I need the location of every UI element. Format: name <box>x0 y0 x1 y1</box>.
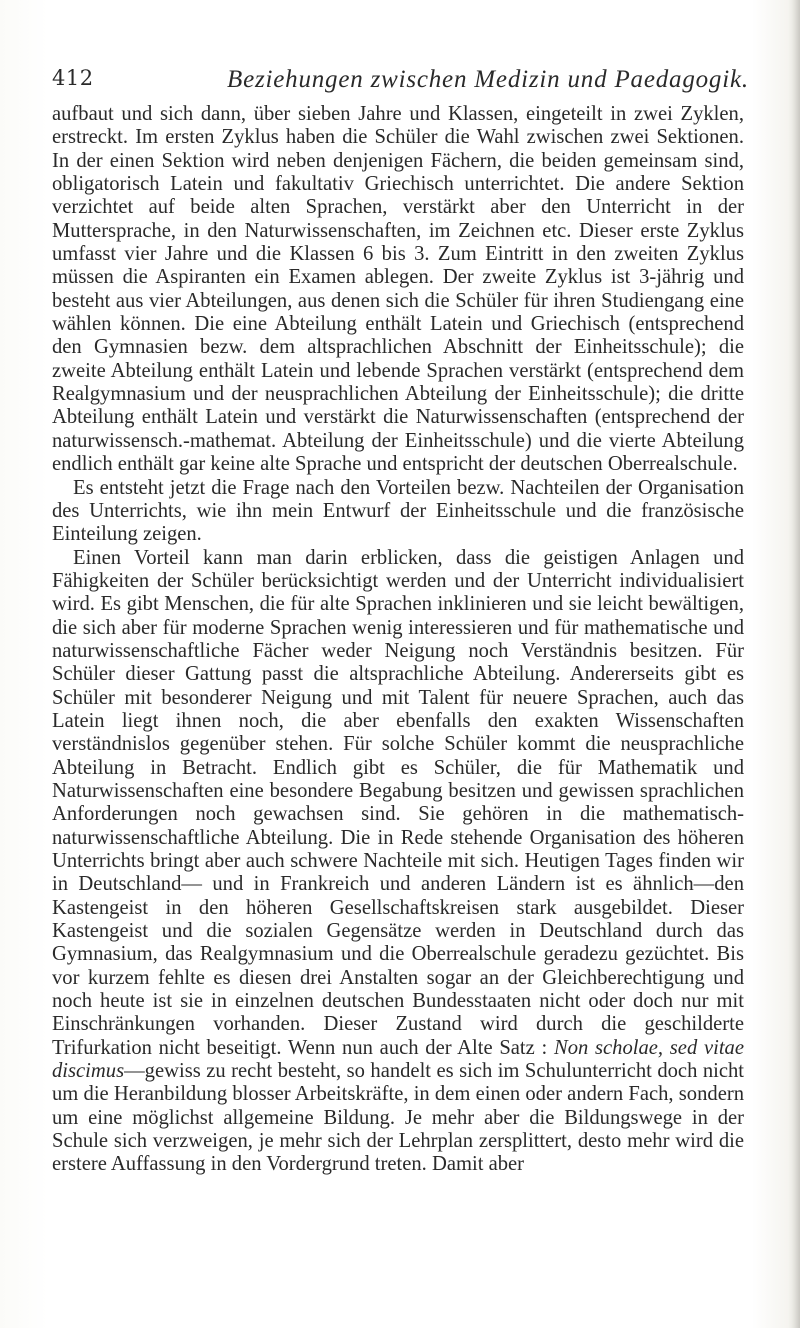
latin-quote: Non scholae, sed vitae discimus <box>52 1036 744 1083</box>
paragraph-3 <box>52 547 744 1177</box>
paragraph-3-text-after: —gewiss zu recht besteht, so handelt es sich im Schulunterricht doch nicht um die Heranbildung blosser Arbeitskräfte, in dem einen oder andern Fach, sondern um eine möglichst allgemeine Bildung. Je mehr aber die Bildungswege in der Schule sich verzweigen, je mehr sich der Lehrplan zersplittert, desto mehr wird die erstere Auffassung in den Vordergrund treten. Damit aber <box>52 1060 744 1176</box>
page-number: 412 <box>52 66 94 90</box>
paragraph-2: Es entsteht jetzt die Frage nach den Vorteilen bezw. Nachteilen der Organisation des Unterrichts, wie ihn mein Entwurf der Einheitsschule und die französische Einteilung zeigen. <box>52 476 744 546</box>
body-text <box>52 103 744 1177</box>
running-title: Beziehungen zwischen Medizin und Paedagogik. <box>227 66 749 93</box>
running-head <box>52 66 749 96</box>
page-edge-shadow <box>788 0 800 1328</box>
paragraph-1: aufbaut und sich dann, über sieben Jahre und Klassen, eingeteilt in zwei Zyklen, erstreckt. Im ersten Zyklus haben die Schüler die Wahl zwischen zwei Sektionen. In der einen Sektion wird neben denjenigen Fächern, die beiden gemeinsam sind, obligatorisch Latein und fakultativ Griechisch unterrichtet. Die andere Sektion verzichtet auf beide alten Sprachen, verstärkt aber den Unterricht in der Muttersprache, in den Naturwissenschaften, im Zeichnen etc. Dieser erste Zyklus umfasst vier Jahre und die Klassen 6 bis 3. Zum Eintritt in den zweiten Zyklus müssen die Aspiranten ein Examen ablegen. Der zweite Zyklus ist 3-jährig und besteht aus vier Abteilungen, aus denen sich die Schüler für ihren Studiengang eine wählen können. Die eine Abteilung enthält Latein und Griechisch (entsprechend den Gymnasien bezw. dem altsprachlichen Abschnitt der Einheitsschule); die zweite Abteilung enthält Latein und lebende Sprachen verstärkt (entsprechend dem Realgymnasium und der neusprachlichen Abteilung der Einheitsschule); die dritte Abteilung enthält Latein und verstärkt die Naturwissenschaften (entsprechend der naturwissensch.-mathemat. Abteilung der Einheitsschule) und die vierte Abteilung endlich enthält gar keine alte Sprache und entspricht der deutschen Oberrealschule. <box>52 103 744 476</box>
paragraph-3-text-before: Einen Vorteil kann man darin erblicken, dass die geistigen Anlagen und Fähigkeiten der Schüler berücksichtigt werden und der Unterricht individualisiert wird. Es gibt Menschen, die für alte Sprachen inklinieren und sie leicht bewältigen, die sich aber für moderne Sprachen wenig interessieren und für mathematische und naturwissenschaftliche Fächer weder Neigung noch Verständnis besitzen. Für Schüler dieser Gattung passt die altsprachliche Abteilung. Andererseits gibt es Schüler mit besonderer Neigung und mit Talent für neuere Sprachen, auch das Latein liegt ihnen noch, die aber ebenfalls den exakten Wissenschaften verständnislos gegenüber stehen. Für solche Schüler kommt die neusprachliche Abteilung in Betracht. Endlich gibt es Schüler, die für Mathematik und Naturwissenschaften eine besondere Begabung besitzen und gewissen sprachlichen Anforderungen noch gewachsen sind. Sie gehören in die mathematisch-naturwissenschaftliche Abteilung. Die in Rede stehende Organisation des höheren Unterrichts bringt aber auch schwere Nachteile mit sich. Heutigen Tages finden wir in Deutschland— und in Frankreich und anderen Ländern ist es ähnlich—den Kastengeist in den höheren Gesellschaftskreisen stark ausgebildet. Dieser Kastengeist und die sozialen Gegensätze werden in Deutschland durch das Gymnasium, das Realgymnasium und die Oberrealschule geradezu gezüchtet. Bis vor kurzem fehlte es diesen drei Anstalten sogar an der Gleichberechtigung und noch heute ist sie in einzelnen deutschen Bundesstaaten nicht oder doch nur mit Einschränkungen vorhanden. Dieser Zustand wird durch die geschilderte Trifurkation nicht beseitigt. Wenn nun auch der Alte Satz : <box>52 546 744 1059</box>
